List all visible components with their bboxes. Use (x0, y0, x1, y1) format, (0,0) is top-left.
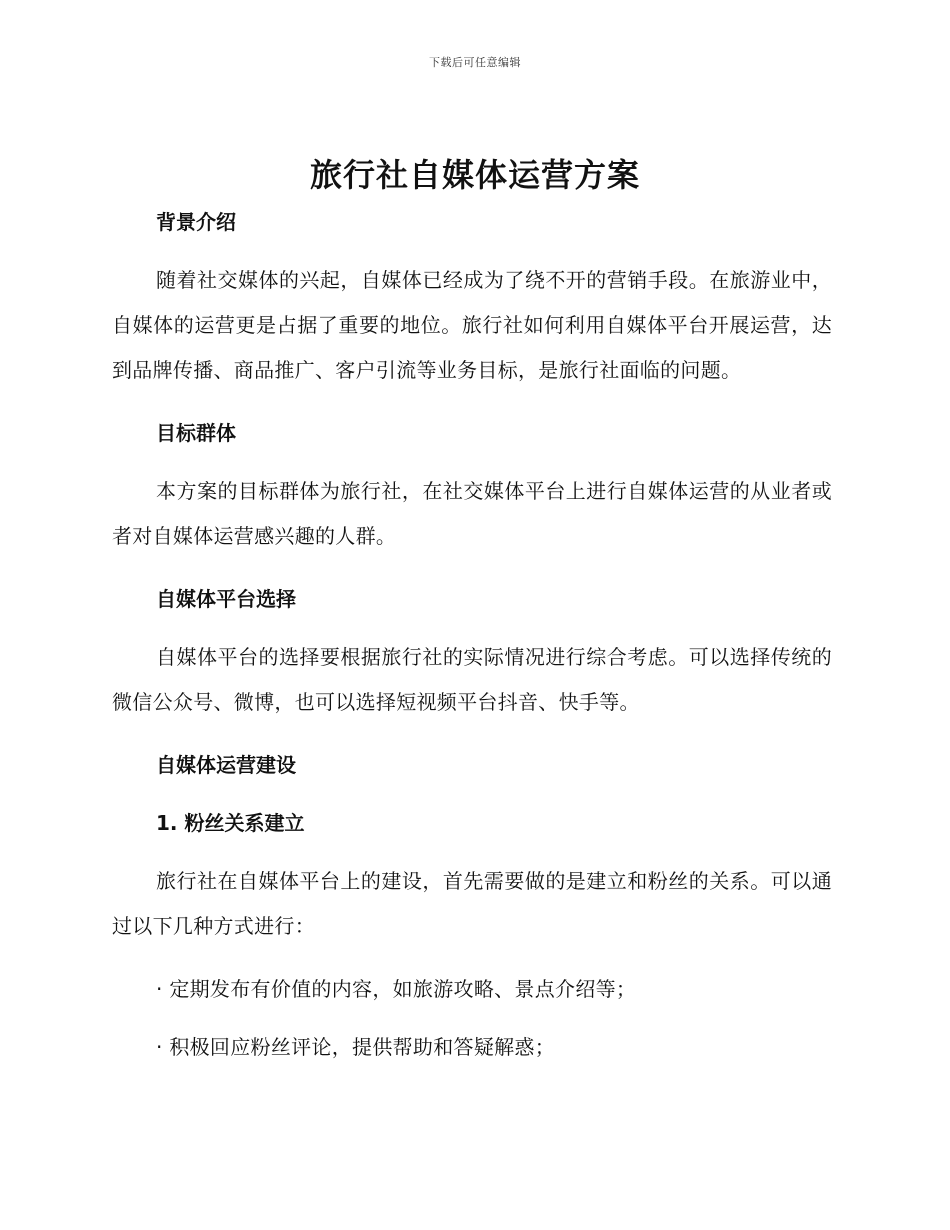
section-text-fan-relationship: 旅行社在自媒体平台上的建设，首先需要做的是建立和粉丝的关系。可以通过以下几种方式进行： (112, 869, 832, 938)
section-heading-background: 背景介绍 (156, 210, 236, 234)
list-item: · 积极回应粉丝评论，提供帮助和答疑解惑； (156, 1035, 556, 1059)
document-body (112, 204, 832, 1065)
header-note: 下载后可任意编辑 (429, 56, 521, 69)
section-text-platform: 自媒体平台的选择要根据旅行社的实际情况进行综合考虑。可以选择传统的微信公众号、微博，也可以选择短视频平台抖音、快手等。 (112, 645, 832, 714)
section-text-audience: 本方案的目标群体为旅行社，在社交媒体平台上进行自媒体运营的从业者或者对自媒体运营感兴趣的人群。 (112, 479, 832, 548)
list-item: · 定期发布有价值的内容，如旅游攻略、景点介绍等； (156, 977, 637, 1001)
section-text-background: 随着社交媒体的兴起，自媒体已经成为了绕不开的营销手段。在旅游业中，自媒体的运营更是占据了重要的地位。旅行社如何利用自媒体平台开展运营，达到品牌传播、商品推广、客户引流等业务目标，是旅行社面临的问题。 (112, 268, 832, 382)
sub-heading-fan-relationship: 1. 粉丝关系建立 (156, 811, 305, 835)
section-heading-platform: 自媒体平台选择 (156, 587, 296, 611)
document-title: 旅行社自媒体运营方案 (309, 156, 640, 194)
section-heading-audience: 目标群体 (156, 421, 236, 445)
section-heading-construction: 自媒体运营建设 (156, 753, 296, 777)
